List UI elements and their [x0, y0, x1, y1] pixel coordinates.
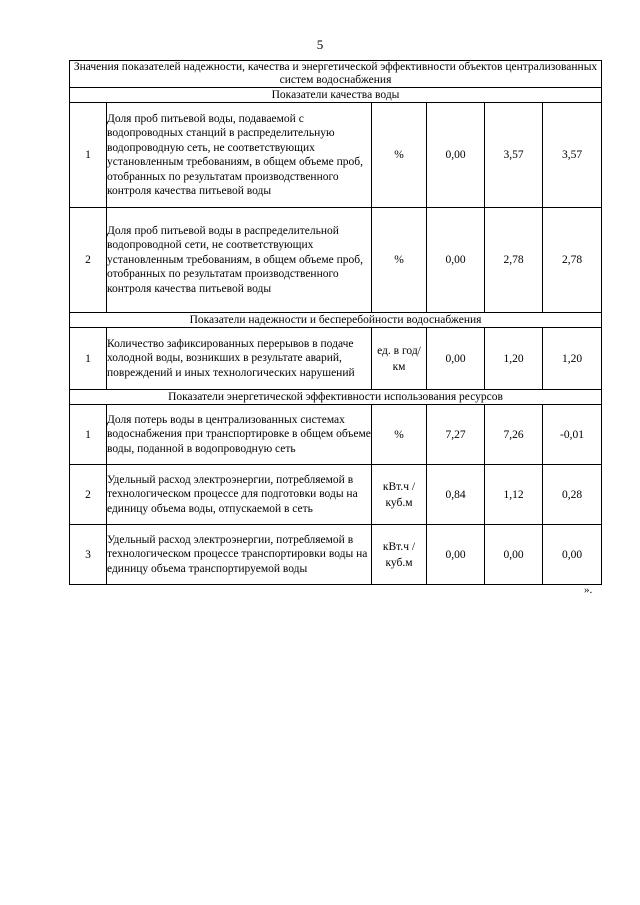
value-cell-3: -0,01	[543, 405, 602, 465]
section-heading: Показатели качества воды	[70, 88, 602, 103]
unit-cell: %	[372, 103, 427, 208]
indicators-table	[69, 60, 602, 586]
value-cell-1: 0,84	[427, 465, 485, 525]
table-title-row	[70, 61, 602, 88]
unit-cell: кВт.ч / куб.м	[372, 465, 427, 525]
table-row	[70, 465, 602, 525]
indicator-description: Удельный расход электроэнергии, потребляемой в технологическом процессе для подготовки воды на единицу объема воды, отпускаемой в сеть	[107, 465, 372, 525]
table-row	[70, 328, 602, 390]
table-row	[70, 525, 602, 585]
indicator-description: Количество зафиксированных перерывов в подаче холодной воды, возникших в результате аварий, повреждений и иных технологических нарушений	[107, 328, 372, 390]
bottom-gap	[427, 585, 602, 586]
value-cell-3: 3,57	[543, 103, 602, 208]
value-cell-2: 0,00	[485, 525, 543, 585]
table-title: Значения показателей надежности, качества и энергетической эффективности объектов централизованных систем водоснабжения	[70, 61, 602, 88]
value-cell-3: 0,28	[543, 465, 602, 525]
unit-cell: %	[372, 405, 427, 465]
row-number: 1	[70, 328, 107, 390]
section-heading: Показатели энергетической эффективности использования ресурсов	[70, 390, 602, 405]
value-cell-3: 0,00	[543, 525, 602, 585]
section-heading-row	[70, 88, 602, 103]
section-heading-row	[70, 390, 602, 405]
bottom-rule	[70, 585, 427, 586]
value-cell-1: 0,00	[427, 103, 485, 208]
table-row	[70, 208, 602, 313]
value-cell-1: 7,27	[427, 405, 485, 465]
value-cell-2: 1,20	[485, 328, 543, 390]
unit-cell: %	[372, 208, 427, 313]
indicator-description: Доля проб питьевой воды, подаваемой с водопроводных станций в распределительную водопроводную сеть, не соответствующих установленным требованиям, в общем объеме проб, отобранных по результатам производственного контроля качества питьевой воды	[107, 103, 372, 208]
value-cell-3: 1,20	[543, 328, 602, 390]
value-cell-1: 0,00	[427, 208, 485, 313]
row-number: 1	[70, 405, 107, 465]
table-bottom-row	[70, 585, 602, 586]
unit-cell: ед. в год/ км	[372, 328, 427, 390]
value-cell-1: 0,00	[427, 525, 485, 585]
value-cell-3: 2,78	[543, 208, 602, 313]
indicator-description: Удельный расход электроэнергии, потребляемой в технологическом процессе транспортировки воды на единицу объема транспортируемой воды	[107, 525, 372, 585]
section-heading: Показатели надежности и бесперебойности водоснабжения	[70, 313, 602, 328]
indicator-description: Доля потерь воды в централизованных системах водоснабжения при транспортировке в общем объеме воды, поданной в водопроводную сеть	[107, 405, 372, 465]
section-heading-row	[70, 313, 602, 328]
closing-quote-mark: ».	[584, 584, 593, 596]
row-number: 2	[70, 208, 107, 313]
row-number: 1	[70, 103, 107, 208]
value-cell-1: 0,00	[427, 328, 485, 390]
value-cell-2: 7,26	[485, 405, 543, 465]
value-cell-2: 1,12	[485, 465, 543, 525]
value-cell-2: 3,57	[485, 103, 543, 208]
unit-cell: кВт.ч / куб.м	[372, 525, 427, 585]
table-row	[70, 103, 602, 208]
table-row	[70, 405, 602, 465]
indicator-description: Доля проб питьевой воды в распределительной водопроводной сети, не соответствующих установленным требованиям, в общем объеме проб, отобранных по результатам производственного контроля качества питьевой воды	[107, 208, 372, 313]
row-number: 2	[70, 465, 107, 525]
page-number: 5	[316, 37, 324, 52]
row-number: 3	[70, 525, 107, 585]
value-cell-2: 2,78	[485, 208, 543, 313]
